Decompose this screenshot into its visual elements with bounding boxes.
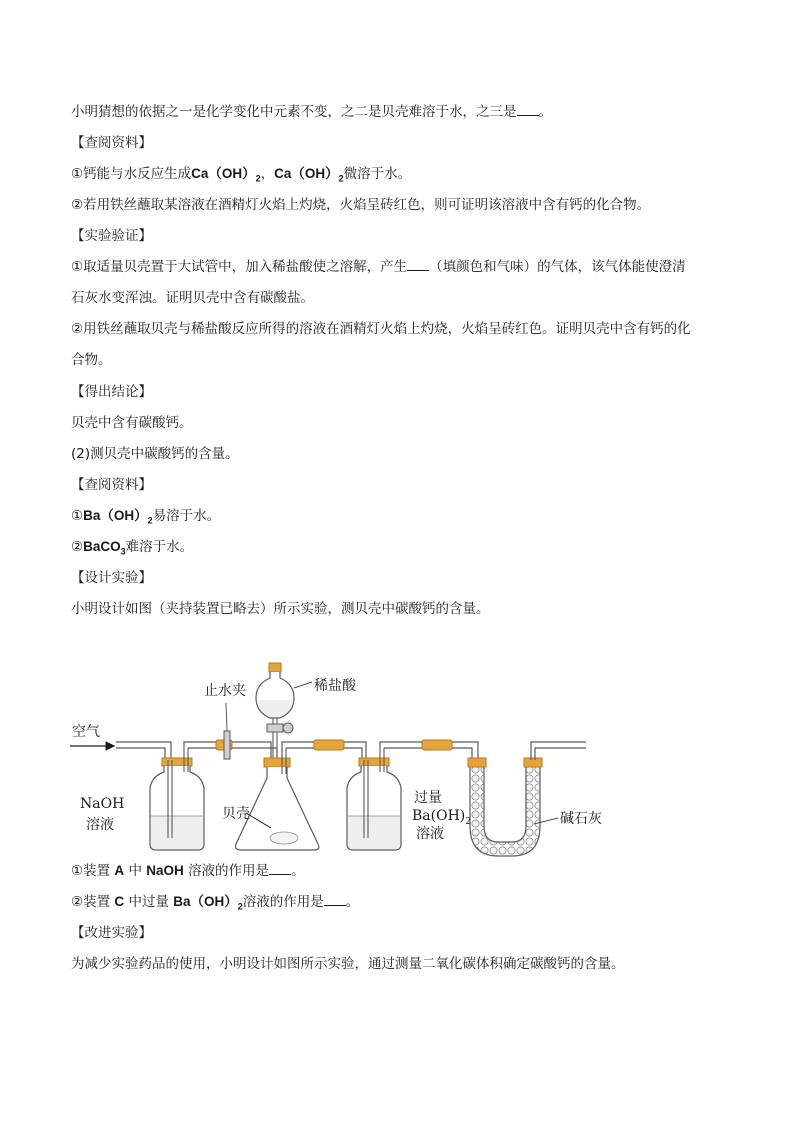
heading-conclusion: 【得出结论】: [71, 384, 152, 400]
q2-text: ②装置: [71, 894, 111, 910]
label-acid: 稀盐酸: [314, 678, 356, 694]
bottle-c: [347, 748, 401, 850]
query-item-2: ②若用铁丝蘸取某溶液在酒精灯火焰上灼烧，火焰呈砖红色，则可证明该溶液中含有钙的化合物。: [71, 197, 651, 213]
label-baoh2-sub: 2: [465, 817, 471, 827]
verify-1-text-cont: （填颜色和气味）的气体，该气体能使澄清: [429, 259, 686, 275]
period: 。: [291, 863, 305, 879]
part-2-title: (2)测贝壳中碳酸钙的含量。: [71, 446, 239, 462]
rubber-joint-bc: [314, 740, 344, 750]
shell-sample: [270, 832, 298, 844]
item-marker: ①: [71, 508, 84, 524]
label-naoh-solution: 溶液: [86, 817, 114, 833]
label-baoh2: [412, 808, 471, 827]
query-2-item-2-end: 难溶于水。: [125, 539, 194, 555]
formula-baoh2-q2: [173, 894, 243, 912]
naoh-liquid: [151, 816, 203, 849]
heading-improve: 【改进实验】: [71, 925, 152, 941]
q1-text-3: 溶液的作用是: [188, 863, 270, 879]
device-c: C: [114, 894, 125, 909]
period: 。: [345, 894, 360, 910]
hypothesis-text: 小明猜想的依据之一是化学变化中元素不变，之二是贝壳难溶于水，之三是: [71, 104, 517, 120]
label-clamp: 止水夹: [204, 683, 246, 699]
answer-blank: [324, 892, 346, 906]
improve-text: 为减少实验药品的使用，小明设计如图所示实验，通过测量二氧化碳体积确定碳酸钙的含量。: [71, 956, 625, 972]
formula-text: Ba（OH）: [83, 508, 148, 523]
device-a: A: [114, 863, 125, 878]
answer-blank: [407, 257, 429, 271]
formula-baoh2: [83, 508, 153, 526]
q2-text-3: 溶液的作用是: [242, 894, 324, 910]
query-2-item-1-end: 易溶于水。: [152, 508, 221, 524]
q2-text-2: 中过量: [128, 894, 169, 910]
item-marker: ②: [71, 539, 84, 555]
question-1: [71, 861, 305, 881]
comma: ，: [260, 166, 275, 182]
formula-text: Ca（OH）: [274, 166, 339, 181]
apparatus-figure: [66, 648, 606, 858]
paragraph-hypothesis: [71, 102, 552, 122]
verify-item-1-line-2: 石灰水变浑浊。证明贝壳中含有碳酸盐。: [71, 290, 314, 306]
label-soda-lime: 碱石灰: [560, 811, 602, 827]
inlet-tube-inner: [116, 748, 165, 760]
formula-text: BaCO: [83, 539, 121, 554]
label-baoh2-text: Ba(OH): [412, 808, 466, 824]
rubber-joint-cd: [422, 740, 452, 750]
verify-1-text: ①取适量贝壳置于大试管中，加入稀盐酸使之溶解，产生: [71, 259, 408, 275]
formula-text: Ba（OH）: [173, 894, 238, 909]
u-tube: [468, 742, 586, 856]
q1-text: ①装置: [71, 863, 111, 879]
heading-query-1: 【查阅资料】: [71, 135, 152, 151]
flask-b: [236, 748, 319, 850]
verify-item-2-line-1: ②用铁丝蘸取贝壳与稀盐酸反应所得的溶液在酒精灯火焰上灼烧，火焰呈砖红色。证明贝壳中含有钙的化: [71, 321, 691, 337]
design-text: 小明设计如图（夹持装置已略去）所示实验，测贝壳中碳酸钙的含量。: [71, 601, 490, 617]
heading-query-2: 【查阅资料】: [71, 477, 152, 493]
subscript: 2: [147, 515, 153, 526]
verify-item-2-line-2: 合物。: [71, 352, 112, 368]
subscript: 3: [120, 546, 126, 557]
water-stop-clamp: [224, 703, 230, 759]
formula-caoh2-a: [191, 166, 261, 184]
label-air: 空气: [72, 724, 100, 740]
soda-lime-fill: [470, 766, 540, 856]
formula-text: Ca（OH）: [191, 166, 256, 181]
formula-caoh2-b: [274, 166, 344, 184]
separatory-funnel: [256, 663, 294, 760]
verify-item-1-line-1: [71, 257, 686, 277]
formula-baco3: [83, 539, 126, 557]
answer-blank: [517, 102, 539, 116]
period: 。: [538, 104, 552, 120]
query-2-item-2: [71, 537, 193, 557]
label-baoh2-solution: 溶液: [416, 826, 444, 842]
query-1-end: 微溶于水。: [343, 166, 412, 182]
apparatus-svg: [66, 648, 606, 858]
label-excess: 过量: [414, 790, 442, 806]
heading-verify: 【实验验证】: [71, 228, 152, 244]
baoh2-liquid: [348, 816, 400, 849]
question-2: [71, 892, 359, 912]
q1-text-2: 中: [128, 863, 142, 879]
query-1-text: ①钙能与水反应生成: [71, 166, 192, 182]
answer-blank: [269, 861, 291, 875]
query-item-1: [71, 164, 411, 184]
label-naoh: NaOH: [80, 796, 125, 812]
subscript: 2: [255, 173, 261, 184]
query-2-item-1: [71, 506, 220, 526]
subscript: 2: [237, 901, 243, 912]
formula-naoh: NaOH: [146, 863, 184, 878]
bottle-a: [150, 748, 204, 850]
conclusion-text: 贝壳中含有碳酸钙。: [71, 415, 193, 431]
subscript: 2: [338, 173, 344, 184]
label-shell: 贝壳: [222, 806, 250, 822]
heading-design: 【设计实验】: [71, 570, 152, 586]
inlet-tube: [116, 742, 171, 760]
